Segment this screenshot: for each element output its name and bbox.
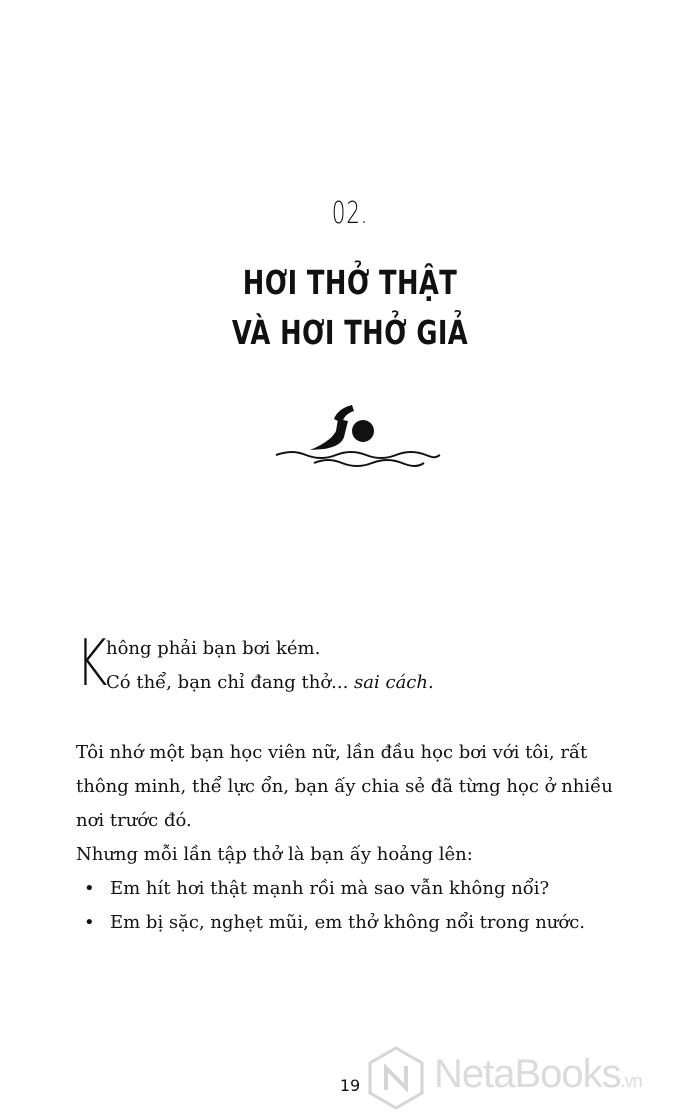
lead-line-2 bbox=[106, 666, 636, 700]
chapter-number: 02. bbox=[331, 196, 369, 231]
body-text bbox=[76, 736, 636, 940]
drop-cap: K bbox=[76, 627, 108, 701]
bullet-list bbox=[76, 872, 636, 940]
bullet-item: • Em hít hơi thật mạnh rồi mà sao vẫn không nổi? bbox=[76, 872, 636, 906]
chapter-title-line-2: VÀ HƠI THỞ GIẢ bbox=[231, 313, 469, 352]
bullet-item: • Em bị sặc, nghẹt mũi, em thở không nổi trong nước. bbox=[76, 906, 636, 940]
paragraph-1: Tôi nhớ một bạn học viên nữ, lần đầu học bơi với tôi, rất thông minh, thể lực ổn, bạn ấy chia sẻ đã từng học ở nhiều nơi trước đó. bbox=[76, 742, 613, 831]
watermark bbox=[362, 1044, 698, 1114]
lead-emphasis: sai cách. bbox=[354, 672, 434, 693]
swimmer-icon bbox=[274, 397, 442, 477]
page-number: 19 bbox=[339, 1076, 361, 1095]
chapter-title-line-1: HƠI THỞ THẬT bbox=[242, 263, 458, 302]
chapter-title bbox=[0, 258, 700, 358]
lead-line-2-text: Có thể, bạn chỉ đang thở... bbox=[106, 672, 355, 693]
lead-paragraph bbox=[76, 627, 636, 701]
netabooks-logo-icon bbox=[366, 1046, 426, 1110]
watermark-text bbox=[434, 1052, 642, 1097]
lead-line-1: hông phải bạn bơi kém. bbox=[106, 638, 321, 659]
watermark-brand: NetaBooks bbox=[434, 1052, 621, 1096]
watermark-suffix: .vn bbox=[620, 1071, 642, 1091]
paragraph-2: Nhưng mỗi lần tập thở là bạn ấy hoảng lên: bbox=[76, 844, 473, 865]
